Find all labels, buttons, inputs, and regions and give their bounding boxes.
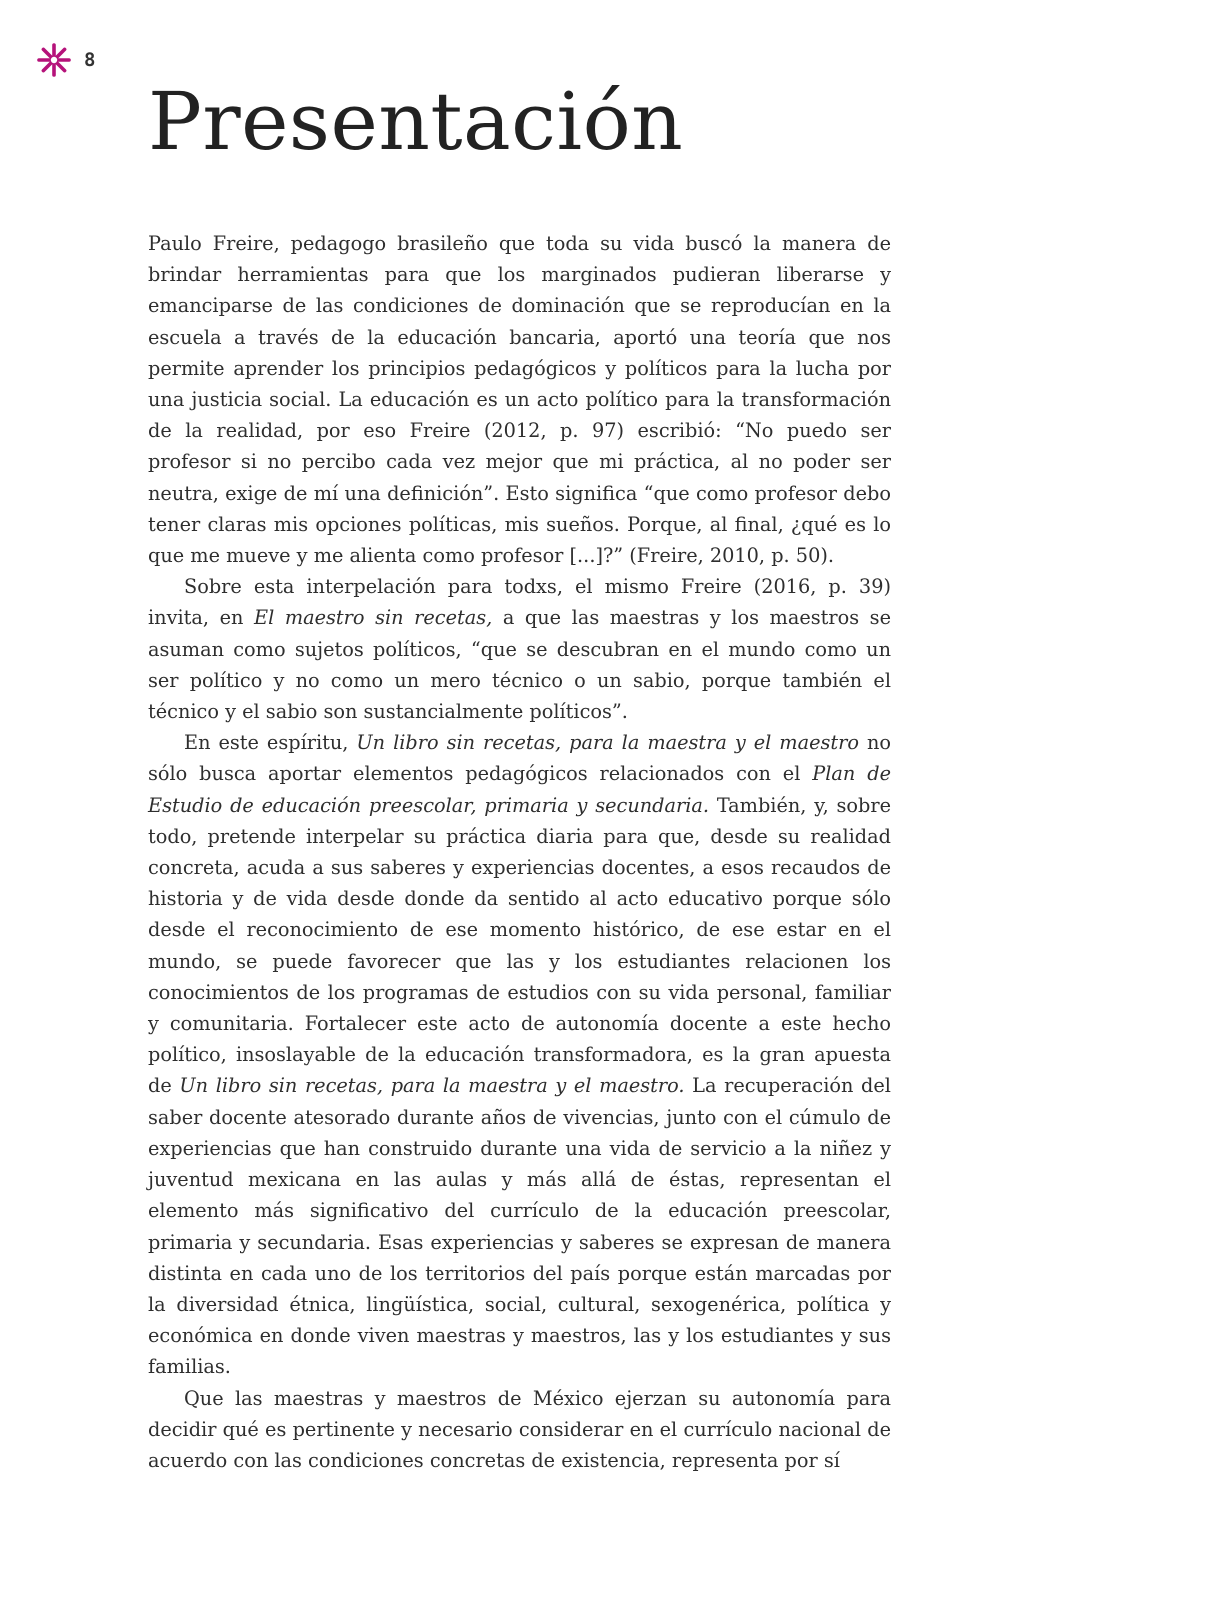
- paragraph-3-text-a: En este espíritu,: [184, 731, 357, 755]
- book-title-italic: El maestro sin recetas,: [254, 606, 493, 630]
- paragraph-3-text-c: no sólo busca aportar elementos pedagógicos relacionados con el: [148, 731, 891, 786]
- paragraph-2-text-a: Sobre esta interpelación para todxs, el mismo Freire (2016, p. 39) invita, en: [148, 575, 891, 630]
- book-title-italic: Un libro sin recetas, para la maestra y el maestro.: [179, 1074, 685, 1098]
- page-title: Presentación: [148, 75, 684, 168]
- paragraph-2: [148, 571, 891, 727]
- asterisk-icon: [36, 42, 72, 78]
- paragraph-4: [148, 1383, 891, 1477]
- paragraph-3: [148, 727, 891, 1382]
- page-marker: [36, 42, 95, 78]
- plan-title-italic: Plan de Estudio de educación preescolar, primaria y secundaria.: [148, 762, 891, 817]
- page-number: 8: [84, 49, 96, 71]
- book-title-italic: Un libro sin recetas, para la maestra y el maestro: [356, 731, 859, 755]
- paragraph-1: [148, 228, 891, 571]
- paragraph-3-text-g: La recuperación del saber docente atesorado durante años de vivencias, junto con el cúmulo de experiencias que han construido durante una vida de servicio a la niñez y juventud mexicana en las aulas y más allá de éstas, representan el elemento más significativo del currículo de la educación preescolar, primaria y secundaria. Esas experiencias y saberes se expresan de manera distinta en cada uno de los territorios del país porque están marcadas por la diversidad étnica, lingüística, social, cultural, sexogenérica, política y económica en donde viven maestras y maestros, las y los estudiantes y sus familias.: [148, 1074, 891, 1379]
- paragraph-3-text-e: También, y, sobre todo, pretende interpelar su práctica diaria para que, desde su realidad concreta, acuda a sus saberes y experiencias docentes, a esos recaudos de historia y de vida desde donde da sentido al acto educativo porque sólo desde el reconocimiento de ese momento histórico, de ese estar en el mundo, se puede favorecer que las y los estudiantes relacionen los conocimientos de los programas de estudios con su vida personal, familiar y comunitaria. Fortalecer este acto de autonomía docente a este hecho político, insoslayable de la educación transformadora, es la gran apuesta de: [148, 793, 891, 1098]
- paragraph-1-text: Paulo Freire, pedagogo brasileño que toda su vida buscó la manera de brindar herramientas para que los marginados pudieran liberarse y emanciparse de las condiciones de dominación que se reproducían en la escuela a través de la educación bancaria, aportó una teoría que nos permite aprender los principios pedagógicos y políticos para la lucha por una justicia social. La educación es un acto político para la transformación de la realidad, por eso Freire (2012, p. 97) escribió: “No puedo ser profesor si no percibo cada vez mejor que mi práctica, al no poder ser neutra, exige de mí una definición”. Esto significa “que como profesor debo tener claras mis opciones políticas, mis sueños. Porque, al final, ¿qué es lo que me mueve y me alienta como profesor [...]?” (Freire, 2010, p. 50).: [148, 232, 891, 568]
- paragraph-4-text: Que las maestras y maestros de México ejerzan su autonomía para decidir qué es pertinente y necesario considerar en el currículo nacional de acuerdo con las condiciones concretas de existencia, representa por sí: [148, 1386, 891, 1472]
- body-text: [148, 228, 891, 1476]
- paragraph-2-text-c: a que las maestras y los maestros se asuman como sujetos políticos, “que se descubran en el mundo como un ser político y no como un mero técnico o un sabio, porque también el técnico y el sabio son sustancialmente políticos”.: [148, 606, 891, 724]
